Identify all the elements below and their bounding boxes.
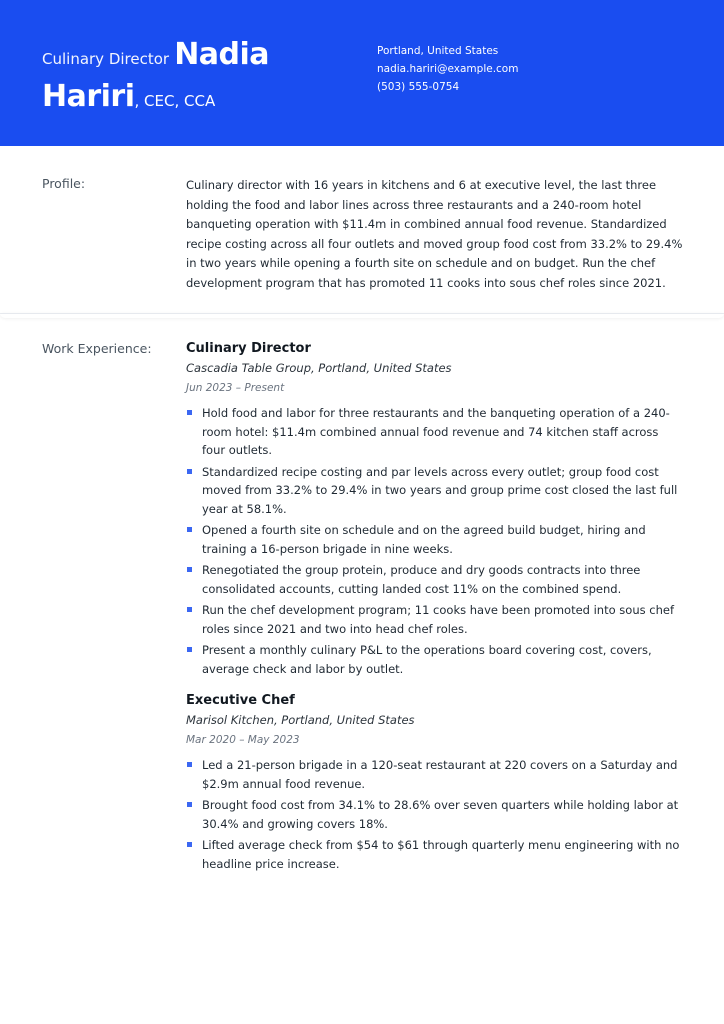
job-dates: Jun 2023 – Present xyxy=(186,382,285,394)
job-list xyxy=(186,340,682,887)
first-name: Nadia xyxy=(174,37,270,72)
contact-info xyxy=(377,42,518,96)
job-bullets xyxy=(186,404,682,678)
job-bullet: Hold food and labor for three restaurants and the banqueting operation of a 240-room hotel: $11.4m combined annual food revenue and 74 kitchen staff across four outlets. xyxy=(186,404,682,460)
job-bullet: Present a monthly culinary P&L to the operations board covering cost, covers, average check and labor by outlet. xyxy=(186,641,682,678)
credentials: , CEC, CCA xyxy=(134,92,216,110)
contact-email[interactable]: nadia.hariri@example.com xyxy=(377,63,519,75)
work-experience-label: Work Experience: xyxy=(42,341,152,356)
job-bullet: Standardized recipe costing and par levels across every outlet; group food cost moved from 33.2% to 29.4% in two years and group prime cost closed the last full year at 58.1%. xyxy=(186,463,682,519)
contact-phone[interactable]: (503) 555-0754 xyxy=(377,81,460,93)
job-role: Executive Chef xyxy=(186,693,295,708)
section-divider xyxy=(0,313,724,318)
job-entry xyxy=(186,692,682,873)
job-bullet: Run the chef development program; 11 cooks have been promoted into sous chef roles since 2021 and two into head chef roles. xyxy=(186,601,682,638)
job-bullet: Lifted average check from $54 to $61 through quarterly menu engineering with no headline price increase. xyxy=(186,836,682,873)
name-block xyxy=(42,36,342,120)
job-entry xyxy=(186,340,682,678)
job-bullet: Opened a fourth site on schedule and on the agreed build budget, hiring and training a 16-person brigade in nine weeks. xyxy=(186,521,682,558)
profile-label: Profile: xyxy=(42,176,86,191)
resume-header xyxy=(0,0,724,146)
job-dates: Mar 2020 – May 2023 xyxy=(186,734,300,746)
last-name: Hariri xyxy=(42,79,135,114)
job-company: Marisol Kitchen, Portland, United States xyxy=(186,713,415,727)
profile-text: Culinary director with 16 years in kitchens and 6 at executive level, the last three holding the food and labor lines across three restaurants and a 240-room hotel banqueting operation with $11.4m in combined annual food revenue. Standardized recipe costing across all four outlets and moved group food cost from 33.2% to 29.4% in two years while opening a fourth site on schedule and on budget. Run the chef development program that has promoted 11 cooks into sous chef roles since 2021. xyxy=(186,178,683,290)
job-bullet: Brought food cost from 34.1% to 28.6% over seven quarters while holding labor at 30.4% and growing covers 18%. xyxy=(186,796,682,833)
contact-location: Portland, United States xyxy=(377,45,499,57)
job-bullet: Led a 21-person brigade in a 120-seat restaurant at 220 covers on a Saturday and $2.9m annual food revenue. xyxy=(186,756,682,793)
job-bullet: Renegotiated the group protein, produce and dry goods contracts into three consolidated accounts, cutting landed cost 11% on the combined spend. xyxy=(186,561,682,598)
job-company: Cascadia Table Group, Portland, United States xyxy=(186,361,452,375)
job-bullets xyxy=(186,756,682,873)
job-title: Culinary Director xyxy=(42,50,170,68)
job-role: Culinary Director xyxy=(186,341,311,356)
